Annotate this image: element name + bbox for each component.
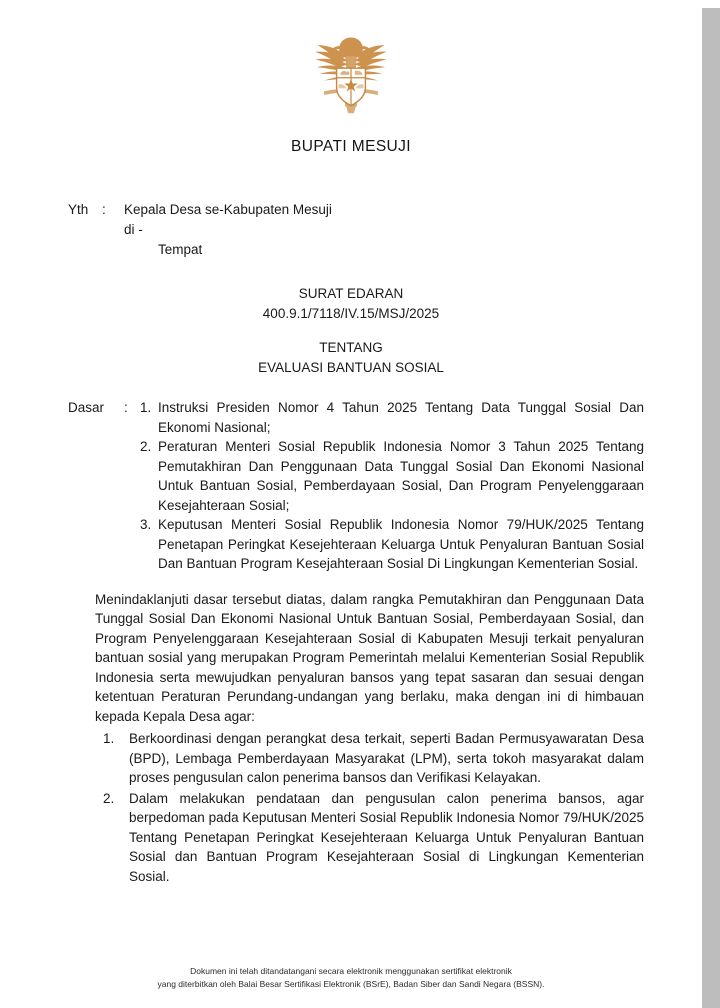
legal-basis-number: 2.: [140, 439, 152, 454]
addressee-block: [0, 200, 702, 260]
legal-basis-section: [0, 398, 702, 574]
legal-basis-text: Keputusan Menteri Sosial Republik Indonesia Nomor 79/HUK/2025 Tentang Penetapan Peringkat Kesejehteraan Keluarga Untuk Penyaluran Bantuan Sosial Dan Bantuan Program Kesejahteraan Sosial Di Lingkungan Kementerian Sosial.: [158, 517, 644, 571]
page-title: BUPATI MESUJI: [290, 138, 412, 155]
instruction-text: Berkoordinasi dengan perangkat desa terkait, seperti Badan Permusyawaratan Desa (BPD), Lembaga Pemberdayaan Masyarakat (LPM), serta tokoh masyarakat dalam proses pengusulan calon penerima bansos dan Verifikasi Kelayakan.: [129, 731, 644, 785]
about-label: TENTANG: [319, 340, 383, 355]
list-item: [140, 437, 644, 515]
legal-basis-text: Peraturan Menteri Sosial Republik Indonesia Nomor 3 Tahun 2025 Tentang Pemutakhiran Dan Penggunaan Data Tunggal Sosial Dan Ekonomi Nasional Untuk Bantuan Sosial, Pemberdayaan Sosial, Dan Program Penyelenggaraan Kesejahteraan Sosial;: [158, 439, 644, 513]
document-title-block: [0, 284, 702, 378]
addressee-colon: :: [102, 202, 106, 217]
electronic-signature-notice: [0, 965, 702, 990]
legal-basis-number: 3.: [140, 517, 152, 532]
instruction-number: 2.: [103, 790, 115, 806]
legal-basis-list: [140, 398, 644, 574]
letterhead: [0, 0, 702, 156]
body-paragraph: Menindaklanjuti dasar tersebut diatas, dalam rangka Pemutakhiran dan Penggunaan Data Tunggal Sosial Dan Ekonomi Nasional Untuk Bantuan Sosial, Pemberdayaan Sosial, dan Program Penyelenggaraan Kesejahteraan Sosial di Kabupaten Mesuji terkait penyaluran bantuan sosial yang merupakan Program Pemerintah melalui Kementerian Sosial Republik Indonesia serta mewujudkan penyaluran bansos yang tepat sasaran dan sesuai dengan ketentuan Peraturan Perundang-undangan yang berlaku, maka dengan ini di himbauan kepada Kepala Desa agar:: [95, 591, 644, 724]
list-item: [140, 515, 644, 574]
document-subject: EVALUASI BANTUAN SOSIAL: [258, 360, 444, 375]
instruction-list: [0, 729, 702, 886]
footer-line-2: yang diterbitkan oleh Balai Besar Sertifikasi Elektronik (BSrE), Badan Siber dan Sandi Negara (BSSN).: [157, 978, 545, 989]
title-spacer: [0, 324, 702, 338]
addressee-location-prefix: di -: [124, 222, 143, 237]
document-type: SURAT EDARAN: [298, 286, 404, 301]
footer-line-1: Dokumen ini telah ditandatangani secara elektronik menggunakan sertifikat elektronik: [190, 966, 512, 976]
addressee-recipient: Kepala Desa se-Kabupaten Mesuji: [124, 202, 332, 217]
list-item: [95, 729, 644, 788]
legal-basis-colon: :: [124, 400, 128, 415]
legal-basis-number: 1.: [140, 400, 152, 415]
list-item: [140, 398, 644, 437]
garuda-pancasila-emblem-icon: [303, 24, 399, 120]
legal-basis-text: Instruksi Presiden Nomor 4 Tahun 2025 Tentang Data Tunggal Sosial Dan Ekonomi Nasional;: [158, 400, 644, 435]
addressee-line: [68, 200, 702, 220]
instruction-text: Dalam melakukan pendataan dan pengusulan calon penerima bansos, agar berpedoman pada Keputusan Menteri Sosial Republik Indonesia Nomor 79/HUK/2025 Tentang Penetapan Peringkat Kesejehteraan Keluarga Untuk Penyaluran Bantuan Sosial dan Bantuan Program Kesejahteraan Sosial di Lingkungan Kementerian Sosial.: [129, 790, 644, 884]
addressee-label: Yth: [68, 202, 89, 217]
legal-basis-label: Dasar: [68, 400, 105, 415]
list-item: [95, 789, 644, 887]
addressee-location: Tempat: [158, 242, 203, 257]
instruction-number: 1.: [103, 731, 115, 746]
viewer-background-gutter: [702, 8, 720, 1008]
document-number: 400.9.1/7118/IV.15/MSJ/2025: [262, 306, 440, 321]
